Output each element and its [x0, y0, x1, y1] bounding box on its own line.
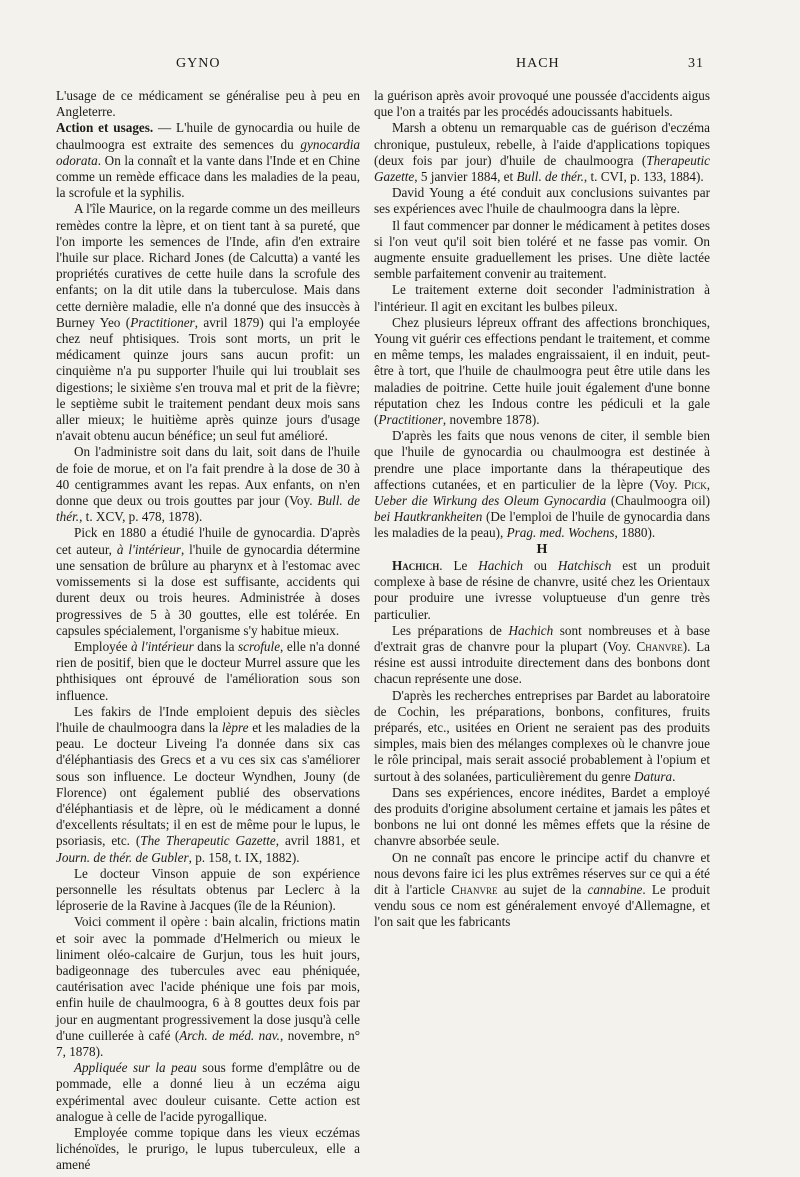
paragraph: [56, 201, 360, 444]
text-run: Pick en 1880 a étudié l'huile de gynocardia. D'après cet auteur,: [56, 525, 360, 557]
text-run: On ne connaît pas encore le principe actif du chanvre et nous devons faire ici les plus extrêmes réserves sur ce qui a été dit à l'article: [374, 849, 710, 897]
text-run: Therapeutic Gazette: [374, 152, 710, 185]
text-run: Chanvre: [451, 881, 498, 897]
text-run: Datura: [634, 768, 673, 784]
paragraph: [374, 120, 710, 185]
text-run: D'après les faits que nous venons de citer, il semble bien que l'huile de gynocardia ou chaulmoogra est destinée à prendre une place importante dans la thérapeutique des affections cutanées, et en particulier de la lèpre (Voy.: [374, 428, 710, 492]
text-run: Le docteur Vinson appuie de son expérience personnelle les résultats obtenus par Leclerc à la léproserie de la Ravine à Jacques (île de la Réunion).: [56, 865, 360, 914]
text-run: , 5 janvier 1884, et: [414, 169, 517, 185]
text-run: Les préparations de: [392, 622, 509, 638]
text-run: bei Hautkrankheiten: [374, 509, 483, 525]
text-run: — L'huile de gynocardia ou huile de chaulmoogra est extraite des semences du: [56, 120, 360, 152]
text-run: Journ. de thér. de Gubler: [56, 849, 189, 865]
text-run: Dans ses expériences, encore inédites, Bardet a employé des produits d'origine absolument certaine et jamais les pâtes et bonbons ne lui ont donné les mêmes effets que la résine de chanvre absorbée seule.: [374, 784, 710, 849]
paragraph: [374, 428, 710, 541]
text-run: .: [672, 768, 676, 784]
text-run: , novembre, n° 7, 1878).: [56, 1027, 360, 1059]
text-run: à l'intérieur: [131, 638, 194, 654]
running-head-left: GYNO: [176, 56, 221, 71]
text-run: Appliquée sur la peau: [74, 1060, 197, 1076]
text-run: , novembre 1878).: [442, 412, 540, 428]
text-run: (Chaulmoogra oil): [606, 493, 710, 509]
paragraph: [56, 1125, 360, 1174]
text-run: ,: [706, 476, 710, 492]
text-run: Chez plusieurs lépreux offrant des affections bronchiques, Young vit guérir ces effections pendant le traitement, et comme en même temps, les malades engraissaient, il en induit, peut-être à tort, que l'huile de chaulmoogra peut être utile dans les maladies de poitrine. Cette huile jouit également d'une bonne réputation chez les Indous contre les pédiculi et la gale (: [374, 314, 710, 428]
paragraph: [56, 866, 360, 915]
text-run: Les fakirs de l'Inde emploient depuis des siècles l'huile de chaulmoogra dans la: [56, 703, 360, 735]
paragraph: [374, 185, 710, 217]
text-run: The Therapeutic Gazette: [140, 833, 276, 849]
page-number: 31: [688, 56, 704, 71]
paragraph: [374, 558, 710, 623]
text-run: Hachich: [392, 557, 440, 573]
text-run: ). La résine est aussi introduite directement dans des bonbons dont chacun représente une dose.: [374, 638, 710, 687]
text-run: , avril 1879) qui l'a employée chez neuf phtisiques. Trois sont morts, un prit le médicament quinze jours sans aucun profit: un cinquième n'a pu supporter l'huile qui lui troublait ses digestions; le sixième s'en trouva mal et prit de la fièvre; le septième subit le traitement pendant deux mois sans aller mieux; le huitième après quinze jours d'usage n'avait obtenu aucun bénéfice; un seul fut amélioré.: [56, 314, 361, 444]
text-run: , elle n'a donné rien de positif, bien que le docteur Murrel assure que les phthisiques ont éprouvé de l'amélioration sous son influence.: [56, 638, 361, 703]
paragraph: [56, 1060, 360, 1125]
text-run: Action et usages.: [56, 120, 154, 136]
text-run: à l'intérieur: [116, 541, 181, 557]
text-run: (De l'emploi de l'huile de gynocardia dans les maladies de la peau),: [374, 509, 711, 541]
text-run: dans la: [193, 638, 239, 654]
paragraph: [374, 688, 710, 785]
text-run: , t. CVI, p. 133, 1884).: [583, 169, 704, 185]
text-run: cannabine: [587, 881, 643, 897]
text-run: sous forme d'emplâtre ou de pommade, elle a donné lieu à un eczéma aigu expérimental avec douleur cuisante. Cette action est analogue à celle de l'acide pyrogallique.: [56, 1060, 360, 1124]
text-run: Arch. de méd. nav.: [179, 1027, 280, 1043]
paragraph: [56, 444, 360, 525]
text-run: et les maladies de la peau. Le docteur Liveing l'a donnée dans six cas d'éléphantiasis des Grecs et a vu ces six cas s'améliorer sous son influence. Le docteur Wyndhen, Jouny (de Florence) ont également publié des observations d'éléphantiasis et de lèpre, où le médicament a donné d'excellents résultats; il en est de même pour le lupus, le psoriasis, etc. (: [56, 719, 360, 849]
text-run: sont nombreuses et à base d'extrait gras de chanvre pour la plupart (Voy.: [374, 622, 711, 654]
text-run: Employée comme topique dans les vieux eczémas lichénoïdes, le prurigo, le lupus tuberculeux, elle a amené: [56, 1125, 360, 1173]
paragraph: [56, 704, 360, 866]
text-run: Pick: [683, 476, 707, 492]
paragraph: [374, 315, 710, 428]
running-head: [0, 56, 800, 76]
text-run: Ueber die Wirkung des Oleum Gynocardia: [374, 493, 607, 509]
text-run: Bull. de thér.: [56, 493, 360, 525]
paragraph: [374, 282, 710, 314]
text-run: lèpre: [221, 719, 249, 735]
text-run: On l'administre soit dans du lait, soit dans de l'huile de foie de morue, et on l'a fait prendre à la dose de 30 à 40 centigrammes avant les repas. Aux enfants, on n'en donne que deux ou trois gouttes par jour (Voy.: [56, 444, 360, 509]
right-column: [374, 88, 710, 931]
text-run: Employée: [74, 638, 131, 654]
text-run: . Le produit vendu sous ce nom est généralement envoyé d'Allemagne, et l'on sait que les fabricants: [374, 881, 710, 930]
text-run: est un produit complexe à base de résine de chanvre, usité chez les Orientaux pour produire une ivresse voluptueuse d'un genre très particulier.: [374, 557, 710, 622]
text-run: , avril 1881, et: [275, 833, 361, 849]
text-run: . Le: [439, 557, 479, 573]
text-run: Chanvre: [636, 638, 683, 654]
text-run: L'usage de ce médicament se généralise peu à peu en Angleterre.: [56, 88, 360, 120]
paragraph: [374, 785, 710, 850]
paragraph: [56, 120, 360, 201]
text-run: Il faut commencer par donner le médicament à petites doses si l'on veut qu'il soit bien toléré et ne fasse pas vomir. On augmente ensuite graduellement les prises. Une diète lactée semble parfaitement convenir au traitement.: [374, 217, 710, 282]
text-run: la guérison après avoir provoqué une poussée d'accidents aigus que l'on a traités par les procédés adoucissants habituels.: [374, 88, 710, 120]
text-run: Voici comment il opère : bain alcalin, frictions matin et soir avec la pommade d'Helmerich ou mieux le liniment oléo-calcaire de Gurjun, tous les huit jours, badigeonnage des tubercules avec eau phéniquée, cautérisation avec l'acide phénique une fois par mois, enfin huile de chaulmoogra, 6 à 8 gouttes deux fois par jour en augmentant progressivement la dose jusqu'à celle d'une cuillerée à café (: [56, 914, 360, 1043]
text-run: . On la connaît et la vante dans l'Inde et en Chine comme un remède efficace dans les maladies de la peau, la scrofule et la syphilis.: [56, 152, 360, 201]
paragraph: [56, 914, 360, 1060]
paragraph: [374, 88, 710, 120]
paragraph: [374, 218, 710, 283]
text-run: Hatchisch: [557, 557, 612, 573]
text-run: au sujet de la: [497, 881, 588, 897]
text-run: gynocardia odorata: [56, 136, 360, 168]
section-letter: H: [536, 541, 548, 557]
text-run: scrofule: [238, 638, 281, 654]
text-run: Bull. de thér.: [516, 169, 584, 185]
text-run: Le traitement externe doit seconder l'administration à l'intérieur. Il agit en excitant les bulbes pileux.: [374, 282, 710, 314]
text-run: , l'huile de gynocardia détermine une sensation de brûlure au pharynx et à l'estomac avec vomissements si la dose est suffisante, accidents qui durent deux ou trois heures. Administrée à doses progressives de 5 à 30 gouttes, elle est tolérée. En capsules spécialement, l'organisme s'y habitue mieux.: [56, 541, 361, 638]
text-run: David Young a été conduit aux conclusions suivantes par ses expériences avec l'huile de chaulmoogra dans la lèpre.: [374, 185, 710, 217]
text-run: , p. 158, t. IX, 1882).: [188, 849, 300, 865]
text-run: Hachich: [478, 557, 523, 573]
text-run: , t. XCV, p. 478, 1878).: [79, 509, 203, 525]
paragraph: [56, 639, 360, 704]
text-run: Practitioner: [130, 314, 195, 330]
text-run: Marsh a obtenu un remarquable cas de guérison d'eczéma chronique, pustuleux, rebelle, à l'aide d'applications topiques (deux fois par jour) d'huile de chaulmoogra (: [374, 120, 710, 168]
text-run: Practitioner: [378, 412, 443, 428]
text-run: , 1880).: [614, 525, 656, 541]
text-run: D'après les recherches entreprises par Bardet au laboratoire de Cochin, les préparations, bonbons, confitures, fruits préparés, etc., usitées en Orient ne seraient pas des produits simples, mais bien des mélanges complexes où le chanvre joue le rôle principal, mais serait associé probablement à l'opium et surtout à des solanées, particulièrement du genre: [374, 687, 710, 784]
right-column-before-section: [374, 88, 710, 542]
paragraph: [374, 623, 710, 688]
text-run: Prag. med. Wochens: [506, 525, 615, 541]
running-head-center: HACH: [516, 56, 560, 71]
text-run: Hachich: [508, 622, 554, 638]
right-column-after-section: [374, 558, 710, 931]
left-column: [56, 88, 360, 1174]
text-run: ou: [522, 557, 558, 573]
text-run: A l'île Maurice, on la regarde comme un des meilleurs remèdes contre la lèpre, et on tient tant à sa pureté, que l'on importe les semences de l'Inde, afin d'en extraire l'huile sur place. Richard Jones (de Calcutta) a vanté les propriétés curatives de cette huile dans la scrofule des enfants; on la dit utile dans la tuberculose. Mais dans cette dernière maladie, elle n'a donné que des insuccès à Burney Yeo (: [56, 201, 360, 330]
paragraph: [374, 850, 710, 931]
paragraph: [56, 88, 360, 120]
paragraph: [56, 525, 360, 638]
